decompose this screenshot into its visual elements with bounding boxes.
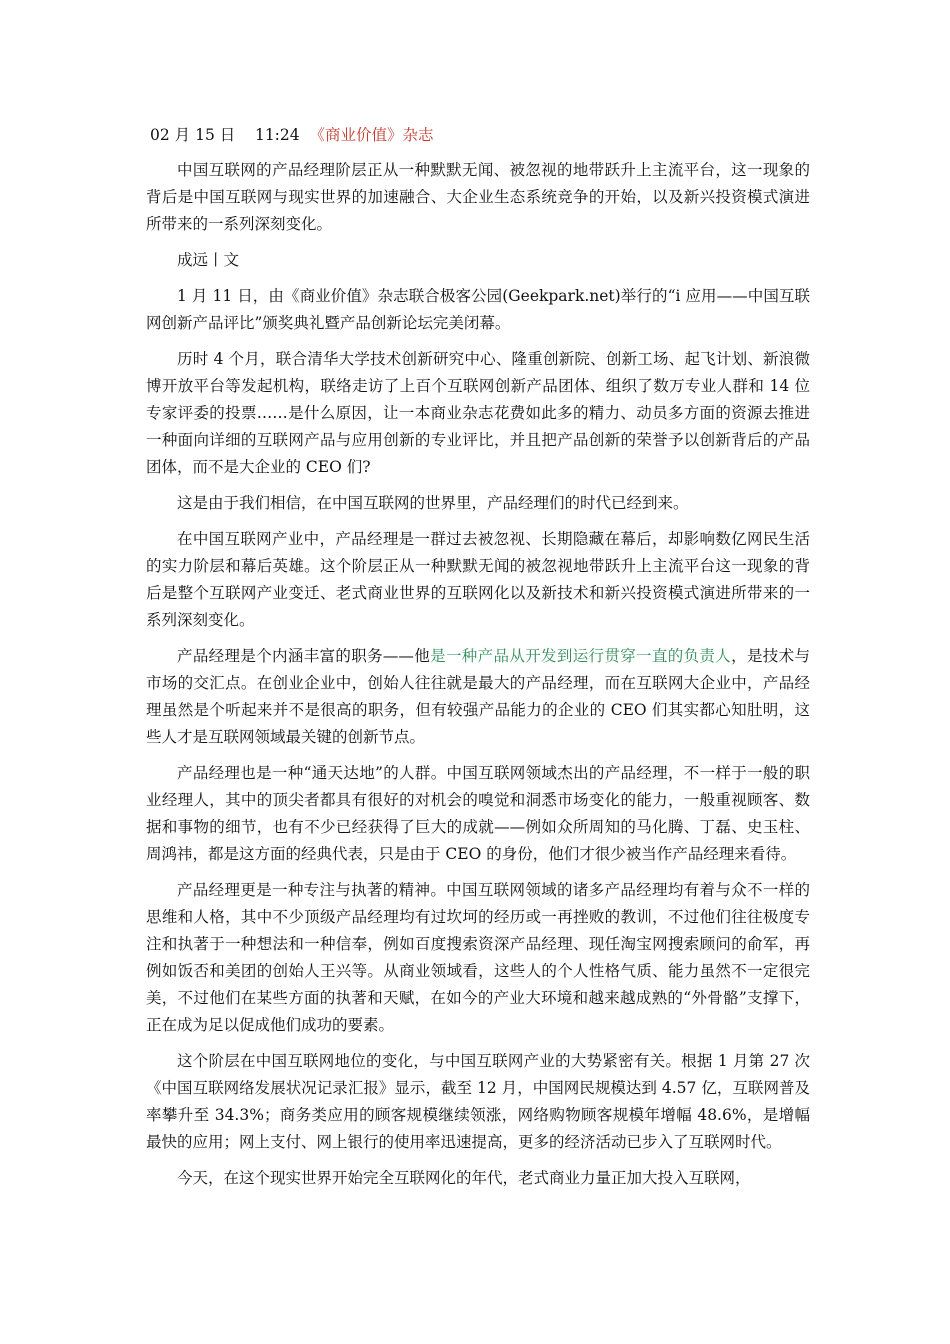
body-paragraph: 这个阶层在中国互联网地位的变化，与中国互联网产业的大势紧密有关。根据 1 月第 27 次《中国互联网络发展状况记录汇报》显示，截至 12 月，中国网民规模达到 4.57 亿，互联网普及率攀升至 34.3%；商务类应用的顾客规模继续领涨，网络购物顾客规模年增幅 48.6%，是增幅最快的应用；网上支付、网上银行的使用率迅速提高，更多的经济活动已步入了互联网时代。 xyxy=(146,1052,810,1151)
body-paragraph: 今天，在这个现实世界开始完全互联网化的年代，老式商业力量正加大投入互联网， xyxy=(177,1169,751,1187)
publish-date: 02 月 15 日 xyxy=(150,126,236,144)
lead-paragraph: 中国互联网的产品经理阶层正从一种默默无闻、被忽视的地带跃升上主流平台，这一现象的背后是中国互联网与现实世界的加速融合、大企业生态系统竞争的开始，以及新兴投资模式演进所带来的一系列深刻变化。 xyxy=(146,161,810,233)
source-link[interactable]: 《商业价值》杂志 xyxy=(309,126,434,144)
article-meta xyxy=(150,122,810,149)
highlighted-link[interactable]: 是一种产品从开发到运行贯穿一直的负责人 xyxy=(430,647,732,665)
body-paragraph: 产品经理更是一种专注与执著的精神。中国互联网领域的诸多产品经理均有着与众不一样的思维和人格，其中不少顶级产品经理均有过坎坷的经历或一再挫败的教训，不过他们往往极度专注和执著于一种想法和一种信奉，例如百度搜索资深产品经理、现任淘宝网搜索顾问的俞军，再例如饭否和美团的创始人王兴等。从商业领域看，这些人的个人性格气质、能力虽然不一定很完美，不过他们在某些方面的执著和天赋，在如今的产业大环境和越来越成熟的“外骨骼”支撑下，正在成为足以促成他们成功的要素。 xyxy=(146,881,810,1034)
byline: 成远丨文 xyxy=(177,251,240,269)
article xyxy=(146,122,810,1201)
body-paragraph xyxy=(146,643,810,751)
publish-time: 11:24 xyxy=(254,126,300,144)
body-paragraph: 在中国互联网产业中，产品经理是一群过去被忽视、长期隐藏在幕后，却影响数亿网民生活的实力阶层和幕后英雄。这个阶层正从一种默默无闻的被忽视地带跃升上主流平台这一现象的背后是整个互联网产业变迁、老式商业世界的互联网化以及新技术和新兴投资模式演进所带来的一系列深刻变化。 xyxy=(146,530,810,629)
body-paragraph: 这是由于我们相信，在中国互联网的世界里，产品经理们的时代已经到来。 xyxy=(177,494,689,512)
paragraph-text: 产品经理是个内涵丰富的职务——他 xyxy=(177,647,431,665)
body-paragraph: 1 月 11 日，由《商业价值》杂志联合极客公园(Geekpark.net)举行的“i 应用——中国互联网创新产品评比”颁奖典礼暨产品创新论坛完美闭幕。 xyxy=(146,287,810,332)
paragraph-text: ，是技术与市场的交汇点。在创业企业中，创始人往往就是最大的产品经理，而在互联网大企业中，产品经理虽然是个听起来并不是很高的职务，但有较强产品能力的企业的 CEO 们其实都心知肚明，这些人才是互联网领域最关键的创新节点。 xyxy=(146,647,810,746)
body-paragraph: 产品经理也是一种“通天达地”的人群。中国互联网领域杰出的产品经理，不一样于一般的职业经理人，其中的顶尖者都具有很好的对机会的嗅觉和洞悉市场变化的能力，一般重视顾客、数据和事物的细节，也有不少已经获得了巨大的成就——例如众所周知的马化腾、丁磊、史玉柱、周鸿祎，都是这方面的经典代表，只是由于 CEO 的身份，他们才很少被当作产品经理来看待。 xyxy=(146,764,810,863)
body-paragraph: 历时 4 个月，联合清华大学技术创新研究中心、隆重创新院、创新工场、起飞计划、新浪微博开放平台等发起机构，联络走访了上百个互联网创新产品团体、组织了数万专业人群和 14 位专家评委的投票……是什么原因，让一本商业杂志花费如此多的精力、动员多方面的资源去推进一种面向详细的互联网产品与应用创新的专业评比，并且把产品创新的荣誉予以创新背后的产品团体，而不是大企业的 CEO 们? xyxy=(146,350,810,476)
